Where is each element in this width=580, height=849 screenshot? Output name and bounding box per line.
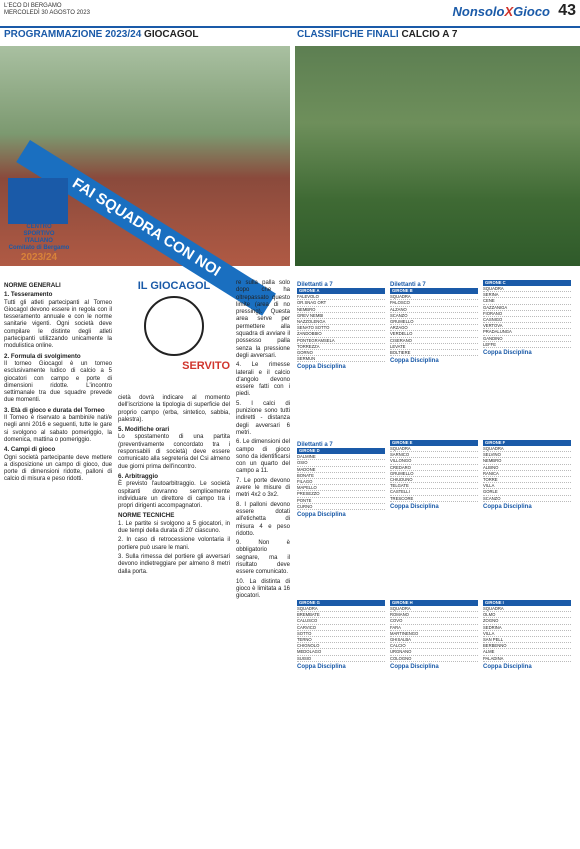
team-name: MARTINENGO	[390, 630, 419, 636]
coppa-disciplina-title: Coppa Disciplina	[297, 364, 346, 371]
team-name: TRESCORE	[390, 495, 414, 501]
group-header: GIRONE C	[483, 280, 571, 286]
group-header: GIRONE A	[297, 288, 385, 294]
article-paragraph: Lo spostamento di una partita (preventivamente concordato tra i responsabili di società) deve essere comunicato alla segreteria del Csi almeno due giorni prima dell'incontro.	[118, 434, 230, 470]
team-name: GORNO	[297, 349, 313, 355]
page-number: 43	[558, 2, 576, 19]
match-photo	[295, 46, 580, 266]
right-section-title	[297, 29, 457, 43]
table-row	[390, 496, 478, 502]
team-name: DALMINE	[297, 454, 316, 460]
csi-line1: CENTRO	[26, 224, 52, 230]
team-name: PALADINA	[483, 655, 504, 661]
table-row	[483, 496, 571, 502]
left-section-title	[4, 29, 199, 43]
team-name: CHIUDUNO	[390, 476, 413, 482]
team-name: LEVATE	[390, 343, 406, 349]
team-name: SQUADRA	[483, 606, 504, 611]
team-name: ROMANO	[390, 612, 409, 618]
team-name: BREMBATE	[297, 612, 320, 618]
standings-table	[390, 440, 478, 510]
article-heading: NORME TECNICHE	[118, 512, 175, 520]
article-col3	[236, 280, 290, 602]
page-header	[0, 0, 580, 26]
giocagol-bottom: SERVITO	[182, 360, 230, 372]
team-name: RANICA	[483, 470, 499, 476]
brand-suffix: Gioco	[513, 4, 550, 19]
group-header: GIRONE B	[390, 288, 478, 294]
article-heading: 2. Formula di svolgimento	[4, 352, 81, 360]
team-name: MADONE	[297, 466, 316, 472]
team-name: NEMBRO	[297, 306, 316, 312]
article-paragraph: 4. Le rimesse laterali e il calcio d'angolo devono essere fatti con i piedi.	[236, 362, 290, 398]
team-name: BONATE	[297, 472, 314, 478]
team-name: COLOGNO	[390, 655, 412, 661]
team-name: PALOSCO	[390, 300, 410, 306]
team-name: FILAGO	[297, 478, 313, 484]
team-name: CASNIGO	[483, 316, 503, 322]
left-title-text: PROGRAMMAZIONE 2023/24	[4, 29, 142, 40]
team-name: CARVICO	[297, 624, 317, 630]
standings-table	[483, 280, 571, 356]
header-meta	[4, 3, 90, 17]
article-paragraph: Il torneo Giocagol è un torneo esclusivamente ludico di calcio a 5 giocatori con campo e porte di dimensioni ridotte. L'incontro settimanale tra due squadre prevede due momenti.	[4, 360, 112, 404]
team-name: URGNANO	[390, 649, 412, 655]
article-paragraph: 8. I palloni devono essere dotati all'etichetta di misura 4 e peso ridotto.	[236, 501, 290, 537]
team-name: ZANDOBBIO	[297, 331, 322, 337]
coppa-disciplina-title: Coppa Disciplina	[390, 663, 439, 670]
coppa-disciplina-title: Coppa Disciplina	[390, 503, 439, 510]
article-paragraph: Tutti gli atleti partecipanti al Torneo Giocagol devono essere in regola con il tesseramento annuale e con le norme sanitarie vigenti. Ogni società deve compilare le distinte degli atleti partecipanti utilizzando unicamente la modulistica online.	[4, 299, 112, 350]
article-paragraph: 5. I calci di punizione sono tutti indiretti - distanza degli avversari 6 metri.	[236, 400, 290, 436]
article-paragraph: Il Torneo è riservato a bambini/e nati/e negli anni 2016 e seguenti, tutte le gare si svolgono al sabato pomeriggio, la domenica, mattina o pomeriggio.	[4, 415, 112, 443]
article-paragraph: cietà dovrà indicare al momento dell'iscrizione la tipologia di superficie del proprio campo (erba, sintetico, sabbia, palestra).	[118, 395, 230, 423]
group-header: GIRONE F	[483, 440, 571, 446]
article-paragraph: 6. Le dimensioni del campo di gioco sono da identificarsi con un quarto del campo a 11.	[236, 439, 290, 475]
team-name: CASTELLI	[390, 489, 410, 495]
team-name: SCANZO	[483, 495, 501, 501]
table-title: Dilettanti a 7	[297, 282, 333, 288]
table-title: Dilettanti a 7	[297, 442, 333, 448]
coppa-disciplina-title: Coppa Disciplina	[297, 663, 346, 670]
team-name: ALBINO	[483, 464, 499, 470]
article-heading: 5. Modifiche orari	[118, 426, 170, 434]
team-name: TERNO	[297, 636, 312, 642]
table-title: Dilettanti a 7	[390, 282, 426, 288]
team-name: TELGATE	[390, 483, 409, 489]
newspaper-name: L'ECO DI BERGAMO	[4, 3, 62, 9]
team-name: SERMUN	[297, 356, 316, 362]
standings-table	[297, 280, 385, 370]
article-heading: 4. Campi di gioco	[4, 446, 56, 454]
team-name: VERDELLO	[390, 331, 413, 337]
team-name: GANDINO	[483, 335, 503, 341]
brand-prefix: Nonsolo	[452, 4, 505, 19]
team-name: SCANZO	[390, 312, 408, 318]
standings-table	[483, 440, 571, 510]
team-name: CURNO	[297, 503, 313, 509]
team-name: SARNICO	[390, 452, 410, 458]
team-name: TORRE	[483, 476, 498, 482]
team-name: SELVINO	[483, 452, 501, 458]
article-heading: 1. Tesseramento	[4, 291, 53, 299]
standings-table	[297, 600, 385, 670]
team-name: MAPELLO	[297, 485, 317, 491]
team-name: SQUADRA	[390, 294, 411, 300]
csi-line3: ITALIANO	[25, 238, 53, 244]
team-name: GREV NEMBI	[297, 312, 324, 318]
header-rule	[0, 26, 580, 28]
standings-table	[297, 440, 385, 518]
team-name: VILLA	[483, 630, 495, 636]
team-name: SQUADRA	[297, 606, 318, 611]
team-name: VILLA	[483, 483, 495, 489]
team-name: SERINA	[483, 292, 499, 298]
csi-logo-mark	[8, 178, 68, 224]
group-header: GIRONE I	[483, 600, 571, 606]
section-brand	[452, 4, 550, 19]
csi-line2: SPORTIVO	[23, 231, 55, 237]
csi-year: 2023/24	[20, 252, 58, 263]
team-name: SQUADRA	[483, 446, 504, 451]
table-row	[483, 656, 571, 662]
team-name: NEMBRO	[483, 458, 502, 464]
csi-logo	[4, 178, 74, 268]
team-name: BOLTIERE	[390, 349, 411, 355]
giocagol-logo	[118, 280, 230, 390]
ball-icon	[144, 296, 204, 356]
giocagol-top: IL GIOCAGOL	[137, 280, 211, 292]
coppa-disciplina-title: Coppa Disciplina	[483, 503, 532, 510]
team-name: FALEVOLO	[297, 294, 319, 300]
team-name: CHIGNOLO	[297, 643, 320, 649]
article-col2	[118, 395, 230, 578]
team-name: SUISIO	[297, 655, 312, 661]
standings-table	[390, 600, 478, 670]
table-row	[483, 342, 571, 348]
standings-table	[390, 280, 478, 364]
article-paragraph: È previsto l'autoarbitraggio. Le società ospitanti dovranno semplicemente individuare un direttore di campo tra i propri dirigenti accompagnatori.	[118, 481, 230, 510]
team-name: NAZZOLENGA	[297, 318, 326, 324]
article-paragraph: re sulla palla solo dopo che ha oltrepassato questo limite (area di no pressing). Questa area serve per permettere alla squadra di avviare il possesso palla senza la pressione degli avversari.	[236, 280, 290, 359]
team-name: OR.SNAG ORT	[297, 300, 327, 306]
team-name: ARZAGO	[390, 325, 408, 331]
team-name: GHISALBA	[390, 636, 411, 642]
team-name: CISERANO	[390, 337, 412, 343]
coppa-disciplina-title: Coppa Disciplina	[483, 349, 532, 356]
article-paragraph: 9. Non è obbligatorio segnare, ma il risultato deve essere comunicato.	[236, 540, 290, 576]
team-name: CREDARO	[390, 464, 411, 470]
team-name: GRUMELLO	[390, 470, 414, 476]
team-name: PRESEZZO	[297, 491, 320, 497]
team-name: OSIO	[297, 460, 308, 466]
team-name: VILLONGO	[390, 458, 412, 464]
brand-x: X	[504, 4, 514, 19]
article-heading: NORME GENERALI	[4, 282, 61, 289]
team-name: CALUSCO	[297, 618, 318, 624]
csi-line4: Comitato di Bergamo	[8, 245, 70, 251]
group-header: GIRONE E	[390, 440, 478, 446]
team-name: BERBENNO	[483, 643, 507, 649]
article-col1	[4, 280, 112, 486]
team-name: COVO	[390, 618, 403, 624]
table-row	[297, 504, 385, 510]
standings-table	[483, 600, 571, 670]
table-row	[390, 350, 478, 356]
right-title-text: CLASSIFICHE FINALI	[297, 29, 399, 40]
coppa-disciplina-title: Coppa Disciplina	[297, 511, 346, 518]
team-name: PONTE	[297, 497, 312, 503]
group-header: GIRONE G	[297, 600, 385, 606]
team-name: ALME	[483, 649, 495, 655]
article-heading: 6. Arbitraggio	[118, 472, 158, 480]
team-name: SAN PELL	[483, 636, 504, 642]
article-paragraph: 3. Sulla rimessa del portiere gli avversari devono indietreggiare per almeno 8 metri dalla porta.	[118, 553, 230, 575]
team-name: CENE	[483, 298, 495, 304]
coppa-disciplina-title: Coppa Disciplina	[483, 663, 532, 670]
right-title-bold: CALCIO A 7	[401, 29, 458, 40]
team-name: VERTOVA	[483, 323, 503, 329]
article-paragraph: 10. La distinta di gioco è limitata a 16 giocatori.	[236, 578, 290, 600]
group-header: GIRONE H	[390, 600, 478, 606]
article-paragraph: 7. Le porte devono avere le misure di metri 4x2 o 3x2.	[236, 477, 290, 499]
team-name: LEFFE	[483, 341, 497, 347]
promo-banner: FAI SQUADRA CON NOI	[16, 140, 276, 316]
team-name: SOTTO	[297, 630, 312, 636]
team-name: SQUADRA	[390, 606, 411, 611]
team-name: SENATO SOTTO	[297, 325, 330, 331]
team-name: SQUADRA	[483, 286, 504, 291]
team-name: OLMO	[483, 612, 496, 618]
team-name: ALZANO	[390, 306, 407, 312]
team-name: SEDRINA	[483, 624, 502, 630]
team-name: FIORANO	[483, 310, 503, 316]
team-name: GAZZANIGA	[483, 304, 508, 310]
article-paragraph: 2. In caso di retrocessione volontaria il portiere può usare le mani.	[118, 537, 230, 551]
team-name: FARA	[390, 624, 401, 630]
left-title-bold: GIOCAGOL	[144, 29, 199, 40]
article-paragraph: 1. Le partite si svolgono a 5 giocatori, in due tempi della durata di 20' ciascuno.	[118, 520, 230, 535]
article-paragraph: Ogni società partecipante deve mettere a disposizione un campo di gioco, due porte di dimensioni ridotte, palloni di calcio di misura e peso ridotti.	[4, 454, 112, 483]
team-name: ZOGNO	[483, 618, 499, 624]
coppa-disciplina-title: Coppa Disciplina	[390, 358, 439, 365]
team-name: PRADALUNGA	[483, 329, 512, 335]
team-name: GORLE	[483, 489, 498, 495]
team-name: MEDOLAGO	[297, 649, 322, 655]
team-name: CALCIO	[390, 643, 406, 649]
issue-date: MERCOLEDÌ 30 AGOSTO 2023	[4, 10, 90, 16]
group-header: GIRONE D	[297, 448, 385, 454]
table-row	[297, 356, 385, 362]
team-name: PONTEGRAMSELA	[297, 337, 335, 343]
team-name: GRUMELLO	[390, 318, 414, 324]
table-row	[297, 656, 385, 662]
table-row	[390, 656, 478, 662]
team-name: SQUADRA	[390, 446, 411, 451]
article-heading: 3. Età di gioco e durata del Torneo	[4, 406, 105, 414]
team-name: TORREZZA	[297, 343, 320, 349]
